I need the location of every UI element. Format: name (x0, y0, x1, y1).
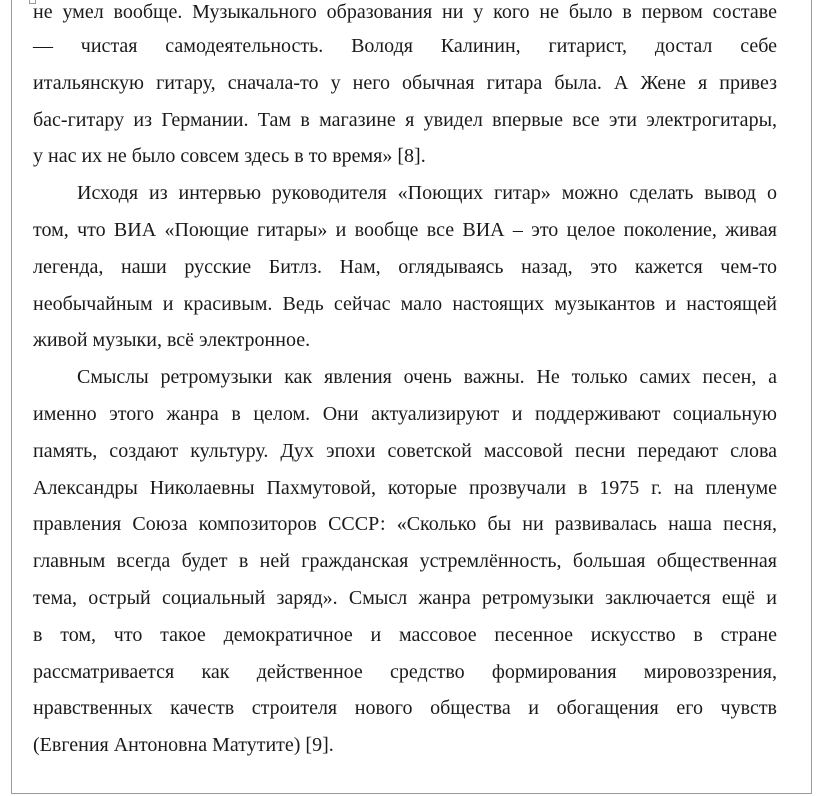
text-line: рассматривается как действенное средство формирования мировоззрения, (33, 660, 777, 683)
page-margin-bottom (11, 793, 812, 794)
text-line: легенда, наши русские Битлз. Нам, оглядываясь назад, это кажется чем-то (33, 255, 777, 278)
text-line: у нас их не было совсем здесь в то время» [8]. (33, 145, 426, 168)
text-line: тема, острый социальный заряд». Смысл жанра ретромузыки заключается ещё и (33, 586, 777, 609)
text-line: бас-гитару из Германии. Там в магазине я увидел впервые все эти электрогитары, (33, 108, 777, 131)
text-line: в том, что такое демократичное и массовое песенное искусство в стране (33, 623, 777, 646)
text-line: именно этого жанра в целом. Они актуализируют и поддерживают социальную (33, 402, 777, 425)
paragraph-2 (33, 175, 777, 359)
text-line: не умел вообще. Музыкального образования ни у кого не было в первом составе (33, 1, 777, 23)
text-line: том, что ВИА «Поющие гитары» и вообще все ВИА – это целое поколение, живая (33, 218, 777, 241)
text-line: — чистая самодеятельность. Володя Калинин, гитарист, достал себе (33, 35, 777, 57)
text-line: итальянскую гитару, сначала-то у него обычная гитара была. А Жене я привез (33, 71, 777, 94)
text-line: Александры Николаевны Пахмутовой, которые прозвучали в 1975 г. на пленуме (33, 476, 777, 499)
text-line: нравственных качеств строителя нового общества и обогащения его чувств (33, 697, 777, 720)
paragraph-1 (33, 0, 777, 175)
text-line: необычайным и красивым. Ведь сейчас мало настоящих музыкантов и настоящей (33, 292, 777, 315)
page-margin-right (811, 0, 812, 794)
text-line: (Евгения Антоновна Матутите) [9]. (33, 734, 334, 757)
text-line: живой музыки, всё электронное. (33, 329, 311, 352)
text-line: правления Союза композиторов СССР: «Сколько бы ни развивалась наша песня, (33, 513, 777, 536)
text-line: Исходя из интервью руководителя «Поющих гитар» можно сделать вывод о (77, 182, 777, 205)
paragraph-3 (33, 359, 777, 764)
text-line: главным всегда будет в ней гражданская устремлённость, большая общественная (33, 550, 777, 573)
page-margin-left (11, 0, 12, 794)
text-line: память, создают культуру. Дух эпохи советской массовой песни передают слова (33, 439, 777, 462)
document-body (33, 0, 777, 764)
text-line: Смыслы ретромузыки как явления очень важны. Не только самих песен, а (77, 366, 777, 389)
